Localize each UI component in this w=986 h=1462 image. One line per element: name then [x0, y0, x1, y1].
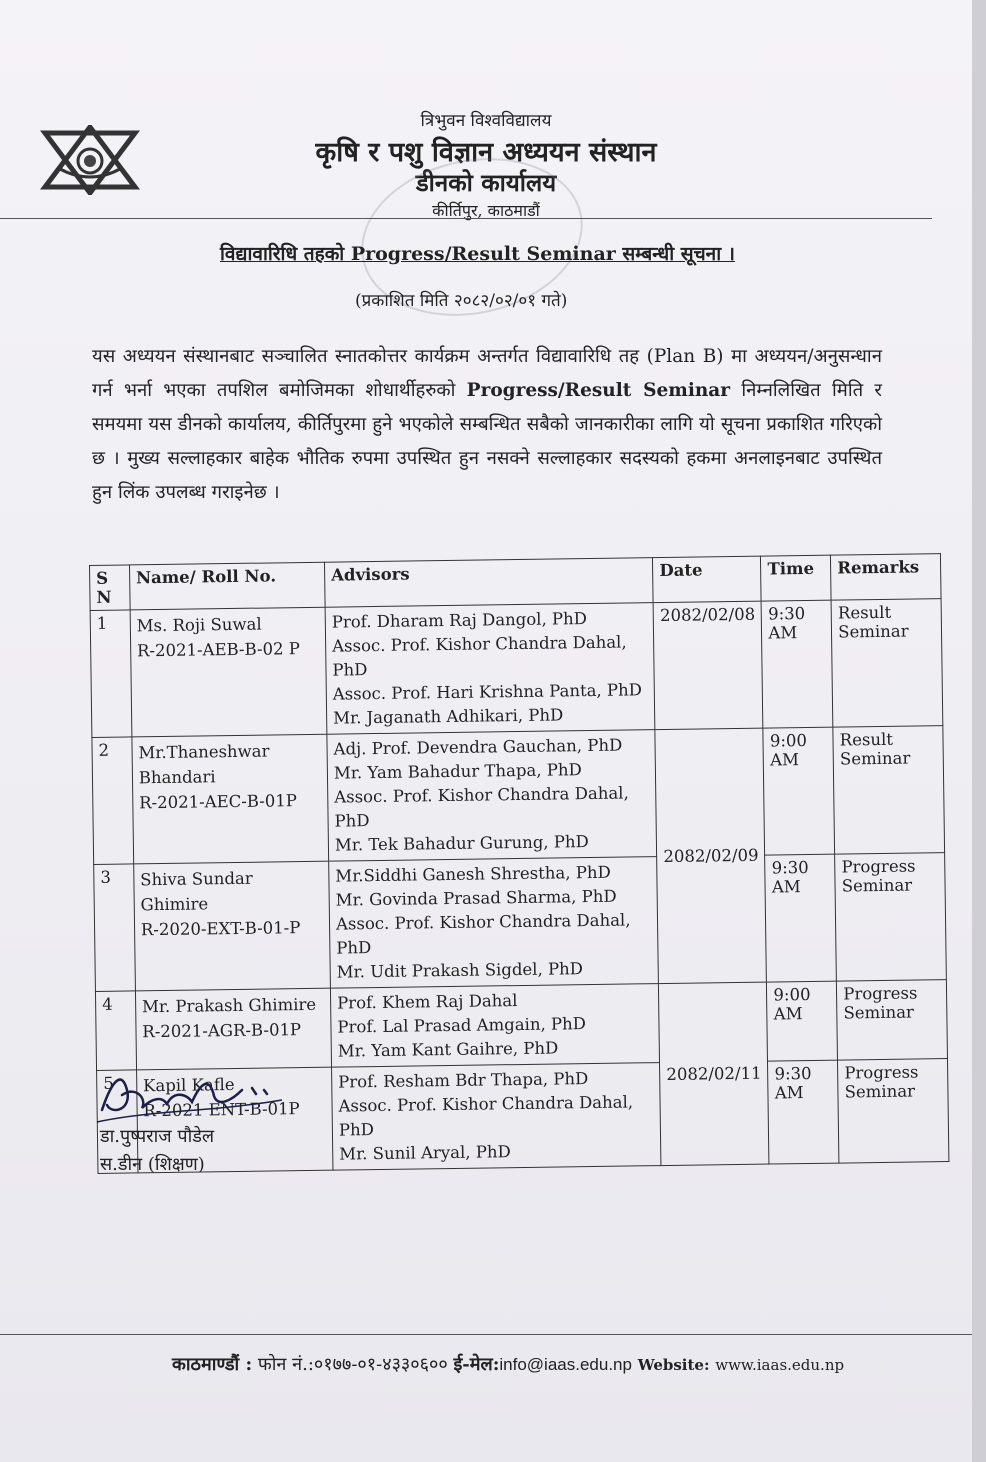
advisor: Adj. Prof. Devendra Gauchan, PhD [333, 735, 623, 759]
page-edge-shadow [972, 0, 986, 1462]
footer-divider [0, 1334, 972, 1335]
signatory-title: स.डीन (शिक्षण) [100, 1154, 205, 1175]
row-remarks: Progress Seminar [837, 980, 948, 1061]
row-remarks: Result Seminar [833, 726, 945, 855]
roll-number: R-2021-AEC-B-01P [139, 791, 298, 813]
advisor: Assoc. Prof. Hari Krishna Panta, PhD [332, 680, 643, 704]
row-advisors [330, 984, 659, 1068]
advisor: Assoc. Prof. Kishor Chandra Dahal, PhD [338, 1092, 634, 1140]
advisor: Mr. Tek Bahadur Gurung, PhD [334, 832, 589, 855]
table-row [94, 853, 947, 992]
roll-number: R-2021-AEB-B-02 P [136, 639, 301, 661]
footer-contact [172, 1352, 844, 1376]
office-location: कीर्तिपुर, काठमाडौं [432, 201, 540, 220]
row-time: 9:30 AM [768, 1060, 839, 1164]
row-sn: 4 [95, 991, 136, 1071]
table-row [90, 599, 943, 738]
row-date: 2082/02/11 [659, 982, 770, 1165]
advisor: Mr. Yam Bahadur Thapa, PhD [333, 760, 582, 783]
row-name [132, 734, 329, 864]
header-divider [0, 218, 932, 219]
row-sn: 1 [90, 610, 132, 738]
footer-phone-label: फोन नं.: [257, 1354, 314, 1375]
row-name [130, 607, 327, 737]
row-date: 2082/02/09 [655, 728, 767, 983]
advisor: Prof. Khem Raj Dahal [336, 991, 518, 1013]
row-date: 2082/02/08 [653, 601, 763, 729]
advisor: Assoc. Prof. Kishor Chandra Dahal, PhD [335, 910, 631, 958]
row-time: 9:00 AM [763, 727, 835, 855]
header-remarks: Remarks [831, 554, 941, 601]
advisor: Mr. Jaganath Adhikari, PhD [333, 705, 564, 728]
header-sn: S N [90, 565, 130, 611]
footer-city: काठमाण्डौं : [172, 1354, 253, 1375]
advisor: Assoc. Prof. Kishor Chandra Dahal, PhD [332, 632, 627, 680]
university-name: त्रिभुवन विश्वविद्यालय [420, 111, 552, 131]
student-name: Ms. Roji Suwal [136, 614, 262, 636]
row-sn: 3 [94, 864, 136, 992]
footer-email[interactable]: info@iaas.edu.np [499, 1355, 632, 1374]
notice-body [92, 340, 882, 510]
student-name: Mr.Thaneshwar Bhandari [138, 741, 270, 788]
advisor: Mr. Govinda Prasad Sharma, PhD [335, 886, 617, 910]
student-name: Mr. Prakash Ghimire [141, 994, 317, 1017]
signatory-name: डा.पुष्पराज पौडेल [100, 1126, 215, 1147]
row-remarks: Result Seminar [831, 599, 943, 728]
notice-body-text-1: यस अध्ययन संस्थानबाट सञ्चालित स्नातकोत्तर कार्यक्रम अन्तर्गत विद्यावारिधि तह (Plan B) मा अध्ययन/अनुसन्धान गर्न भर्ना भएका तपशिल बमोजिमका शोधार्थीहरुको [92, 346, 882, 401]
roll-number: R-2021-AGR-B-01P [142, 1020, 302, 1042]
footer-phone: ०१७७-०१-४३३०६०० [313, 1354, 448, 1375]
row-remarks: Progress Seminar [835, 853, 947, 982]
row-advisors [325, 603, 655, 735]
roll-number: R-2021 ENT-B-01P [143, 1099, 300, 1121]
table-row [95, 980, 947, 1071]
student-name: Shiva Sundar Ghimire [140, 868, 253, 915]
row-advisors [329, 857, 659, 989]
published-date: (प्रकाशित मिति २०८२/०२/०१ गते) [355, 291, 568, 311]
row-advisors [332, 1063, 662, 1171]
header-advisors: Advisors [324, 558, 653, 608]
row-sn: 5 [97, 1070, 138, 1174]
notice-body-text-2: निम्नलिखित मिति र समयमा यस डीनको कार्यालय, कीर्तिपुरमा हुने भएकोले सम्बन्धित सबैको जानकारीका लागि यो सूचना प्रकाशित गरिएको छ । मुख्य सल्लाहकार बाहेक भौतिक रुपमा उपस्थित हुन नसक्ने सल्लाहकार सदस्यको हकमा अनलाइनबाट उपस्थित हुन लिंक उपलब्ध गराइनेछ । [92, 380, 883, 503]
notice-body-bold: Progress/Result Seminar [466, 380, 731, 401]
advisor: Mr. Yam Kant Gaihre, PhD [337, 1038, 559, 1061]
institute-name: कृषि र पशु विज्ञान अध्ययन संस्थान [315, 137, 657, 168]
header-date: Date [653, 556, 762, 603]
row-advisors [327, 730, 657, 862]
advisor: Mr.Siddhi Ganesh Shrestha, PhD [335, 862, 611, 886]
row-name [133, 861, 330, 991]
advisor: Mr. Sunil Aryal, PhD [339, 1142, 511, 1164]
row-sn: 2 [92, 737, 134, 865]
advisor: Assoc. Prof. Kishor Chandra Dahal, PhD [334, 783, 629, 831]
row-name [135, 988, 331, 1070]
advisor: Prof. Dharam Raj Dangol, PhD [331, 609, 588, 632]
row-time: 9:00 AM [767, 981, 838, 1061]
row-time: 9:30 AM [761, 600, 833, 728]
table-row [92, 726, 945, 865]
footer-web-label: Website: [637, 1356, 710, 1374]
row-time: 9:30 AM [765, 854, 837, 982]
row-remarks: Progress Seminar [838, 1059, 949, 1164]
advisor: Prof. Resham Bdr Thapa, PhD [338, 1069, 589, 1092]
footer-email-label: ई-मेल: [453, 1354, 500, 1375]
footer-website[interactable]: www.iaas.edu.np [715, 1356, 845, 1374]
roll-number: R-2020-EXT-B-01-P [140, 918, 301, 940]
advisor: Mr. Udit Prakash Sigdel, PhD [336, 959, 584, 982]
header-name: Name/ Roll No. [129, 562, 325, 610]
office-name: डीनको कार्यालय [415, 168, 557, 197]
signature-icon [92, 1060, 312, 1130]
advisor: Prof. Lal Prasad Amgain, PhD [337, 1014, 587, 1037]
header-time: Time [761, 555, 831, 601]
notice-title: विद्यावारिधि तहको Progress/Result Seminar सम्बन्धी सूचना । [220, 243, 735, 265]
student-name: Kapil Kafle [142, 1075, 235, 1096]
